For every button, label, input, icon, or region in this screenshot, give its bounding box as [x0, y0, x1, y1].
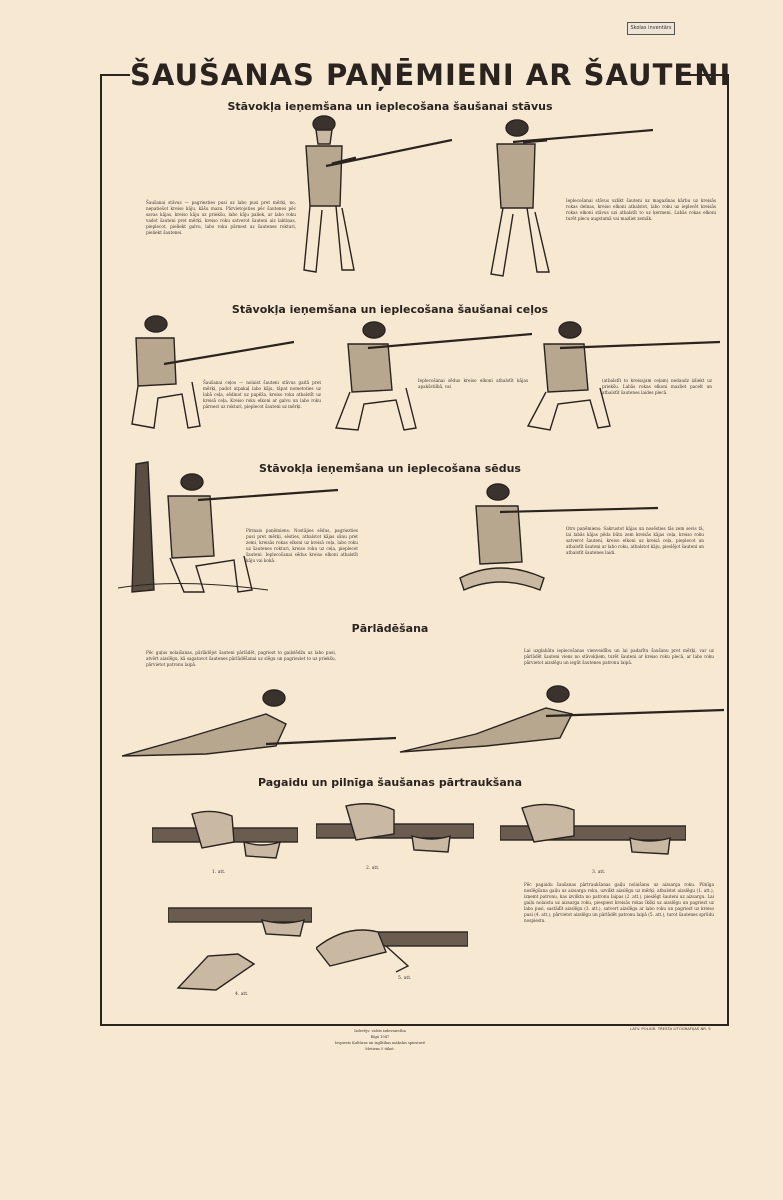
- caption-fig-2: 2. att.: [366, 866, 380, 871]
- figure-kneeling-3: [520, 318, 720, 434]
- text-reloading-left: Pēc guļus nolaišanas, pārlādējot šauteni pārlādēt, pagriezt to gaiļslēdžu uz labo pusi, atvērt aizslēgu, kā sagatavot šautenes pārlādēšanai uz slēgu un pagrieziet to uz priekšu, pārvietot patronu laipā.: [146, 650, 336, 667]
- text-sitting-first-method: Pirmais paņēmiens: Nostājies sēdus, pagriezties pusi pret mērķi, sēsties, atbalstot kājas sānu pret zemi, kreisās rokas elkoni uz kreisā ceļa, labo roku uz šautenes rokturi, kreiso roku uz ceļa, pieplecot šauteni. Ieplecošanai sēdus kreiso elkoni atbalstīt kāju vai kokā.: [246, 528, 358, 563]
- figure-bolt-step-2: [316, 800, 474, 860]
- section-title-standing: Stāvokļa ieņemšana un ieplecošana šaušanai stāvus: [227, 100, 553, 113]
- figure-prone-1: [116, 684, 396, 766]
- figure-bolt-step-1: [152, 808, 298, 870]
- imprint-publisher: Izdevējs: valsts izdevniecība: [354, 1029, 406, 1033]
- text-kneeling-left: Šaušanai ceļos — nolaist šauteni stāvus gaitā pret mērķi, padot atpakaļ labo kāju, tāpat nometoties uz labā ceļa, sēdinot uz papēža, kreiso roku atbalstīt uz kreisā ceļa. Kreiso roku elkoni ar galvu un labo roku pārnest uz rokturi, pieplecot šauteni uz mērķi.: [203, 380, 321, 409]
- caption-fig-4: 4. att.: [235, 992, 249, 997]
- text-sitting-second-method: Otrs paņēmiens: Sakrustot kājas un nosēsties tās zem sevis tā, lai labās kājas pēda būtu zem kreisās kājas ceļa, kreiso roku satverot šauteni, kreiso elkoni uz kreisā ceļa, pieplecot un atbalstīt šauteni ar labo roku, atbalstot kāju, pieslējot šauteni un atbalstīt šautenes laidi.: [566, 526, 704, 555]
- caption-fig-5: 5. att.: [398, 976, 412, 981]
- section-title-sitting: Stāvokļa ieņemšana un ieplecošana sēdus: [259, 462, 521, 475]
- imprint-printing: Iespiests Kultūras un izglītības mākslas spiestuvē: [334, 1041, 426, 1045]
- caption-fig-1: 1. att.: [212, 870, 226, 875]
- section-title-ceasefire: Pagaidu un pilnīga šaušanas pārtraukšana: [257, 776, 523, 789]
- figure-bolt-step-3: [500, 800, 686, 864]
- text-kneeling-right: (atbalstīt to kreisajam ceļam) nedaudz izliekt uz priekšu. Labās rokas elkoni mazliet pacelt un atbalstīt šautenes laides plecā.: [602, 378, 712, 395]
- printer-credit: LATV. POLIGR. TRESTA LITOGRAFIJAS NR. 5: [630, 1026, 711, 1031]
- inventory-stamp: Skolas inventārs: [627, 22, 675, 35]
- text-reloading-right: Lai uzglabātu ieplecošanas vienveidību un lai padarītu šaušanu pret mērķi, var uz pārlādēt šauteni viens no stāvokļiem, turēt šauteni ar kreiso roku plecā, ar labo roku pārvietot aizslēgu un iegūt šautenes patronu laipā.: [524, 648, 714, 665]
- figure-kneeling-1: [124, 312, 294, 434]
- imprint-year: Rīgā 1947: [370, 1035, 390, 1039]
- text-ceasefire: Pēc pagaidu šaušanas pārtraukšanas gaiļu nolaišanu uz aizsarga roku. Pilnīga noslēgšana gaiļu uz aizsarga roku, uzvilkt aizslēgu uz mērķi, atbalstot aizslēgu (1. att.), izņemt patronu, kas izvilkta no patronu laipas (2. att.), pieslēgt šauteni uz aizsargu. Lai gaiļu nolaistu uz aizsarga roku, piespiest kreisās rokas īkšķi uz aizslēgu un pagriezt uz labo pusi, sastādīt aizslēgu (3. att.), satvert aizslēgu ar labo roku un pagriezt uz kreiso pusi (4. att.), pārvietot aizslēgu un pārlādēt patronu laipā (5. att.), turot šautenes sprūdu nospiestu.: [524, 882, 714, 923]
- poster-title: ŠAUŠANAS PAŅĒMIENI AR ŠAUTENI: [130, 58, 732, 92]
- figure-standing-1: [292, 110, 452, 282]
- figure-kneeling-2: [322, 318, 532, 434]
- figure-prone-2: [396, 682, 724, 762]
- section-title-kneeling: Stāvokļa ieņemšana un ieplecošana šaušanai ceļos: [231, 303, 549, 316]
- text-standing-left: Šaušanai stāvus — pagriezties pusi uz labo pusi pret mērķi, no, nepatiešot kreiso kāju, kāšu mazu. Pārvietojoties pēc šautenes pēc savas kājas, kreiso kāju uz priekšu, labo kāju paliek, ar labo roku vadot šauteni pret mērķi, kreiso roku satverot šauteni aiz laktiņas, pieplecot, pieliekt galvu, labo roku pārnest uz šautenes rokturi, pieliekt šautenei.: [146, 200, 296, 235]
- text-kneeling-middle: Ieplecošanai sēdus kreiso elkoni atbalstīt kājas apakšstilbā, vai: [418, 378, 528, 389]
- imprint-run: Metiens 5 tūkst.: [365, 1047, 395, 1051]
- imprint: [280, 1028, 480, 1052]
- figure-bolt-step-5: [316, 918, 468, 980]
- figure-bolt-step-4: [168, 898, 312, 994]
- text-standing-right: Ieplecošanai stāvus uzlikt šauteni uz magazīnas kārbu uz kreisās rokas delnas, kreiso elkoni atbalstot, labo roku uz ieplecēt kreisās rokas elkoni stāvus uzi atbalstīt to uz ķermeni. Labās rokas elkoni turēt plecu augstumā vai mazliet zemāk.: [566, 198, 716, 221]
- caption-fig-3: 3. att.: [592, 870, 606, 875]
- section-title-reloading: Pārlādēšana: [351, 622, 429, 635]
